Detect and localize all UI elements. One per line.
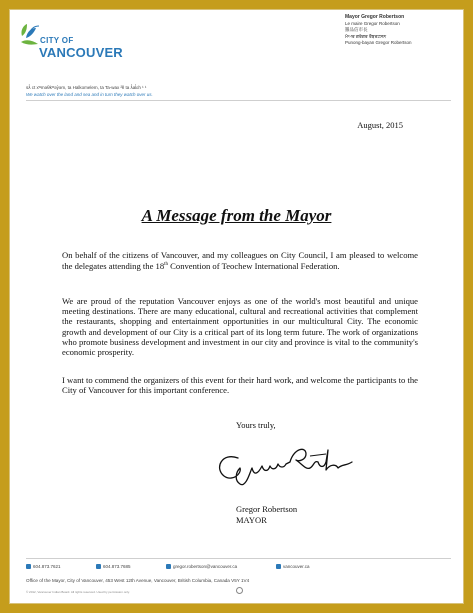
letter-title: A Message from the Mayor: [141, 206, 332, 225]
logo-vancouver-text: VANCOUVER: [39, 45, 123, 60]
mayor-name-tl: Punong-bayan Gregor Robertson: [345, 40, 412, 45]
mayor-name-pa: ਮੇਅਰ ਗਰੇਗਰ ਰੌਬਰਟਸਨ: [345, 33, 387, 39]
signature-image: [210, 438, 360, 498]
web-address[interactable]: vancouver.ca: [283, 564, 310, 569]
phone-number: 604.873.7621: [33, 564, 61, 569]
email-address[interactable]: gregor.robertson@vancouver.ca: [173, 564, 238, 569]
closing: Yours truly,: [236, 420, 276, 430]
office-address: Office of the Mayor, City of Vancouver, 453 West 12th Avenue, Vancouver, British Columbia, Canada V5Y 1V4: [26, 578, 250, 583]
city-logo: [18, 22, 138, 66]
letter-date: August, 2015: [357, 120, 403, 130]
mayor-name-zh: 羅品信市長: [345, 27, 368, 32]
fax-icon: [96, 564, 101, 569]
recycle-icon: [236, 587, 243, 594]
phone-contact: [26, 564, 61, 569]
header-divider: [26, 100, 451, 101]
ordinal-suffix: th: [164, 262, 169, 268]
paragraph-1-text: On behalf of the citizens of Vancouver, and my colleagues on City Council, I am pleased to welcome the delegates attending the 18: [62, 250, 418, 272]
letter-page: [9, 9, 464, 604]
footer-contacts: [26, 564, 446, 574]
fine-print: © 2012, Vancouver Indian Board. All rights reserved. Used by permission only.: [26, 590, 130, 594]
signer-name: Gregor Robertson: [236, 504, 298, 514]
email-contact[interactable]: [166, 564, 237, 569]
web-contact[interactable]: [276, 564, 310, 569]
fax-contact: [96, 564, 131, 569]
motto-native: sƛ̓ ct xʷməθkʷəy̓əm, ta Halkomelem, ta Ta-wax ²Ɨl ta ƛ̓al̓ɛh ¹ ¹: [26, 85, 147, 90]
mayor-name-fr: Le maire Gregor Robertson: [345, 20, 400, 26]
footer-divider: [26, 558, 451, 559]
paragraph-3: I want to commend the organizers of this event for their hard work, and welcome the participants to the City of Vancouver for this important conference.: [62, 375, 418, 396]
signer: [236, 504, 297, 526]
motto: [26, 84, 326, 98]
logo-city-text: CITY OF: [40, 36, 74, 45]
phone-icon: [26, 564, 31, 569]
paragraph-1: [62, 250, 418, 271]
fax-number: 604.873.7685: [103, 564, 131, 569]
signer-title: MAYOR: [236, 515, 267, 525]
mayor-name-en: Mayor Gregor Robertson: [345, 14, 405, 20]
mayor-name-block: [345, 14, 455, 47]
motto-english: We watch over the land and sea and in turn they watch over us.: [26, 92, 153, 97]
email-icon: [166, 564, 171, 569]
web-icon: [276, 564, 281, 569]
paragraph-1-text-end: Convention of Teochew International Federation.: [168, 261, 340, 272]
paragraph-2: We are proud of the reputation Vancouver enjoys as one of the world's most beautiful and unique meeting destinations. There are many educational, cultural and recreational activities that complement the restaurants, shopping and entertainment opportunities in our multicultural City. The economic growth and development of our City is a critical part of its long term future. The work of organizations who promote business development and investment in our city and province is vital to the community's economic prosperity.: [62, 296, 418, 358]
